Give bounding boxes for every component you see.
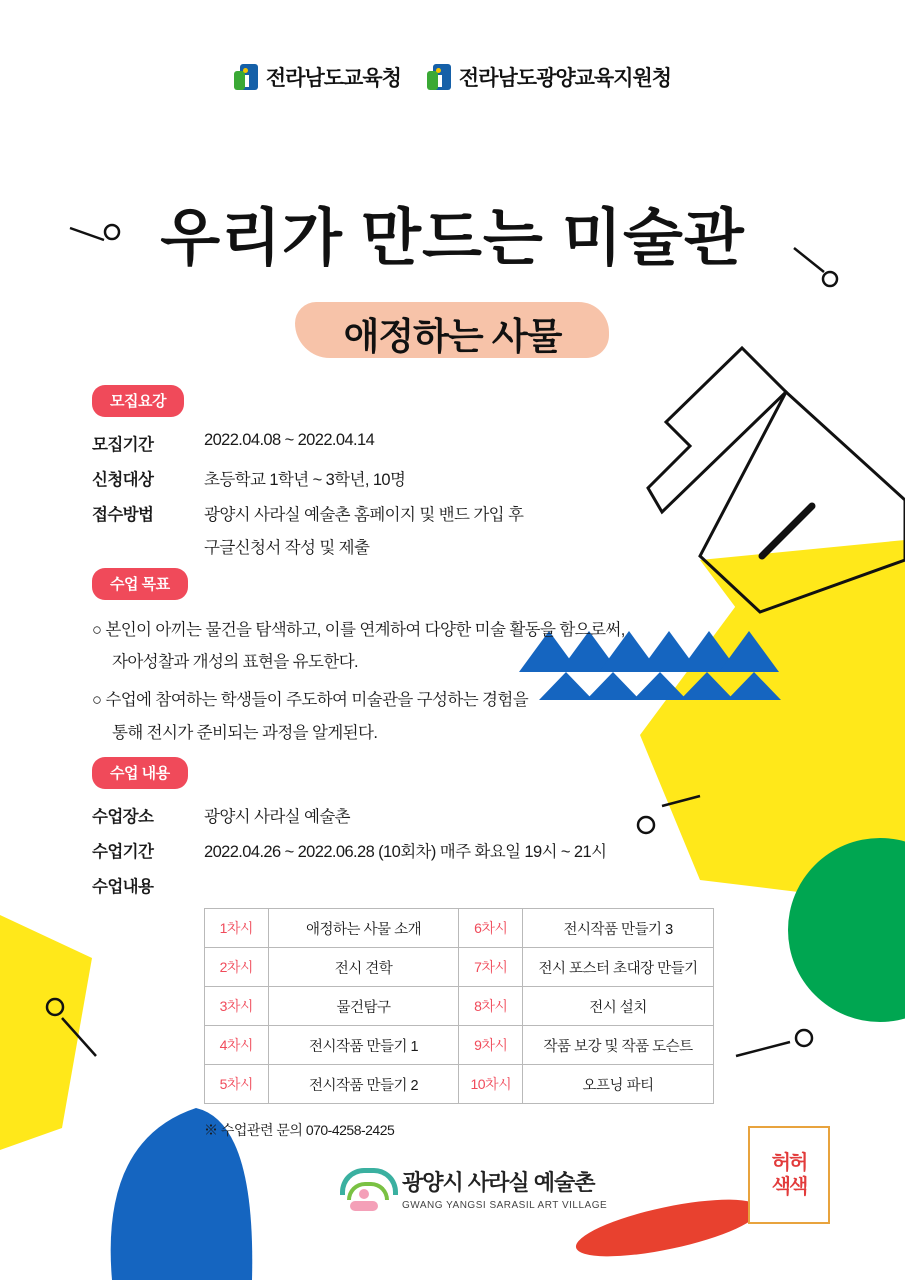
footer-logo-en: GWANG YANGSI SARASIL ART VILLAGE xyxy=(402,1199,608,1211)
recruit-row xyxy=(92,431,523,455)
gwangyang-education-support-office-label: 전라남도광양교육지원청 xyxy=(458,67,672,90)
recruit-row-value-line: 2022.04.08 ~ 2022.04.14 xyxy=(204,431,375,449)
session-name: 전시작품 만들기 2 xyxy=(268,1065,459,1104)
stamp-seal xyxy=(748,1126,830,1224)
session-name: 전시작품 만들기 3 xyxy=(523,909,714,948)
goal-items xyxy=(92,614,625,749)
header-logos xyxy=(0,62,905,92)
content-rows xyxy=(92,803,714,897)
contact-note: ※ 수업관련 문의 070-4258-2425 xyxy=(204,1122,395,1138)
recruit-row-value xyxy=(204,501,523,558)
page-subtitle-wrap xyxy=(0,300,905,366)
content-row-value xyxy=(204,803,350,827)
section-goal xyxy=(92,568,625,755)
recruit-row xyxy=(92,466,523,490)
session-name: 전시 견학 xyxy=(268,948,459,987)
session-no: 5차시 xyxy=(205,1065,269,1104)
session-no: 8차시 xyxy=(459,987,523,1026)
sarasil-art-village-logo xyxy=(338,1162,607,1214)
session-no: 9차시 xyxy=(459,1026,523,1065)
jeonnam-office-of-education-logo xyxy=(234,62,401,92)
art-village-icon xyxy=(338,1162,390,1214)
schedule-table xyxy=(204,908,714,1104)
content-row-label: 수업장소 xyxy=(92,808,154,826)
table-row xyxy=(205,1026,714,1065)
recruit-row-value-line: 구글신청서 작성 및 제출 xyxy=(204,539,370,557)
stamp-bottom-row xyxy=(772,1177,807,1197)
schedule-table-wrap xyxy=(204,908,714,1104)
education-office-icon xyxy=(234,64,258,90)
table-row xyxy=(205,1065,714,1104)
stamp-bottom-text: 색색 xyxy=(771,1176,807,1198)
content-row-value-line: 2022.04.26 ~ 2022.06.28 (10회차) 매주 화요일 19시 ~ 21시 xyxy=(204,843,607,861)
footer-logo-text xyxy=(402,1166,607,1211)
gwangyang-education-support-office-logo xyxy=(427,62,671,92)
recruit-row-label: 접수방법 xyxy=(92,506,154,524)
stamp-top-row xyxy=(772,1153,807,1173)
session-no: 1차시 xyxy=(205,909,269,948)
section-recruit-label: 모집요강 xyxy=(92,385,184,417)
session-name: 전시 설치 xyxy=(523,987,714,1026)
content-row-value-line: 광양시 사라실 예술촌 xyxy=(204,808,351,826)
goal-item xyxy=(92,614,625,678)
table-row xyxy=(205,987,714,1026)
page-subtitle xyxy=(326,300,580,366)
section-goal-label: 수업 목표 xyxy=(92,568,188,600)
content-row-label: 수업기간 xyxy=(92,843,154,861)
content-row xyxy=(92,803,714,827)
session-name: 작품 보강 및 작품 도슨트 xyxy=(523,1026,714,1065)
session-name: 전시작품 만들기 1 xyxy=(268,1026,459,1065)
content-row-value xyxy=(204,838,606,862)
jeonnam-office-of-education-label: 전라남도교육청 xyxy=(265,67,401,90)
goal-item-line1: ○ 본인이 아끼는 물건을 탐색하고, 이를 연계하여 다양한 미술 활동을 함으로써, xyxy=(92,621,625,639)
session-no: 4차시 xyxy=(205,1026,269,1065)
education-support-office-icon xyxy=(427,64,451,90)
goal-item-line2: 통해 전시가 준비되는 과정을 알게된다. xyxy=(112,723,378,742)
session-name: 전시 포스터 초대장 만들기 xyxy=(523,948,714,987)
recruit-row-value-line: 광양시 사라실 예술촌 홈페이지 및 밴드 가입 후 xyxy=(204,506,524,524)
recruit-row-label: 모집기간 xyxy=(92,436,154,454)
recruit-row-label: 신청대상 xyxy=(92,471,154,489)
session-name: 물건탐구 xyxy=(268,987,459,1026)
recruit-row xyxy=(92,501,523,558)
stamp-top-text: 허허 xyxy=(771,1152,807,1174)
recruit-row-value xyxy=(204,431,374,450)
session-no: 3차시 xyxy=(205,987,269,1026)
section-content-label: 수업 내용 xyxy=(92,757,188,789)
session-no: 6차시 xyxy=(459,909,523,948)
page-subtitle-text: 애정하는 사물 xyxy=(343,316,562,357)
session-no: 7차시 xyxy=(459,948,523,987)
session-name: 애정하는 사물 소개 xyxy=(268,909,459,948)
recruit-rows xyxy=(92,431,523,558)
content-row xyxy=(92,873,714,897)
content-row-label: 수업내용 xyxy=(92,878,154,896)
goal-item-line2: 자아성찰과 개성의 표현을 유도한다. xyxy=(112,653,359,672)
page-title: 우리가 만드는 미술관 xyxy=(160,204,745,273)
footer-logo-ko: 광양시 사라실 예술촌 xyxy=(402,1169,595,1195)
content-row xyxy=(92,838,714,862)
section-content xyxy=(92,757,714,1140)
session-no: 2차시 xyxy=(205,948,269,987)
section-recruit xyxy=(92,385,523,569)
session-no: 10차시 xyxy=(459,1065,523,1104)
goal-item xyxy=(92,684,625,748)
recruit-row-value xyxy=(204,466,405,490)
recruit-row-value-line: 초등학교 1학년 ~ 3학년, 10명 xyxy=(204,471,406,489)
table-row xyxy=(205,909,714,948)
table-row xyxy=(205,948,714,987)
session-name: 오프닝 파티 xyxy=(523,1065,714,1104)
goal-item-line1: ○ 수업에 참여하는 학생들이 주도하여 미술관을 구성하는 경험을 xyxy=(92,691,529,710)
